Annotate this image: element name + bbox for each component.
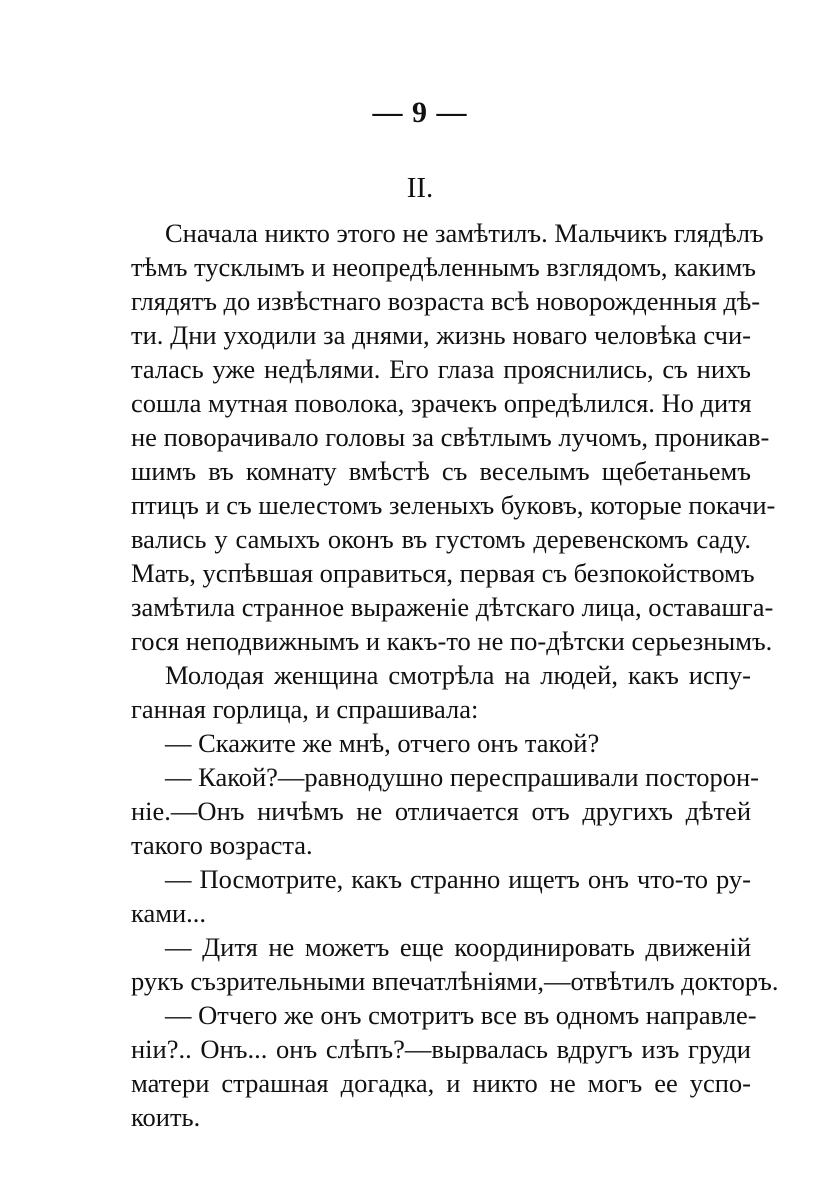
text-line: ніи?.. Онъ... онъ слѣпъ?—вырвалась вдругъ изъ груди [131,1034,751,1064]
text-line: рукъ съзрительными впечатлѣніями,—отвѣтилъ докторъ. [131,966,779,996]
text-line: Мать, успѣвшая оправиться, первая съ безпокойствомъ [131,558,755,588]
text-line: сошла мутная поволока, зрачекъ опредѣлился. Но дитя [131,388,752,418]
text-line: вались у самыхъ оконъ въ густомъ деревенскомъ саду. [131,524,751,554]
page-number: — 9 — [372,96,468,129]
text-line: не поворачивало головы за свѣтлымъ лучомъ, проникав- [131,422,770,452]
text-line: коить. [131,1102,201,1132]
text-line: — Дитя не можетъ еще координировать движеній [165,932,751,962]
text-line: птицъ и съ шелестомъ зеленыхъ буковъ, которые покачи- [131,490,776,520]
text-line: — Отчего же онъ смотритъ все въ одномъ направле- [165,1000,757,1030]
text-line: замѣтила странное выраженіе дѣтскаго лица, оставашга- [131,592,774,622]
text-line: ганная горлица, и спрашивала: [131,694,479,724]
text-line: ніе.—Онъ ничѣмъ не отличается отъ другихъ дѣтей [131,796,751,826]
text-line: — Какой?—равнодушно переспрашивали посторон- [165,762,760,792]
text-line: — Посмотрите, какъ странно ищетъ онъ что-то ру- [165,864,751,894]
text-line: талась уже недѣлями. Его глаза прояснились, съ нихъ [131,354,751,384]
text-line: Молодая женщина смотрѣла на людей, какъ испу- [165,660,751,690]
text-line: такого возраста. [131,830,313,860]
text-line: ти. Дни уходили за днями, жизнь новаго человѣка счи- [131,320,751,350]
text-line: Сначала никто этого не замѣтилъ. Мальчикъ глядѣлъ [165,218,764,248]
text-line: глядятъ до извѣстнаго возраста всѣ новорожденныя дѣ- [131,286,761,316]
body-text [131,216,779,1134]
chapter-heading: II. [406,172,434,204]
text-line: — Скажите же мнѣ, отчего онъ такой? [165,728,600,758]
text-line: шимъ въ комнату вмѣстѣ съ веселымъ щебетаньемъ [131,456,751,486]
text-line: ками... [131,898,207,928]
text-line: гося неподвижнымъ и какъ-то не по-дѣтски серьезнымъ. [131,626,773,656]
text-line: тѣмъ тусклымъ и неопредѣленнымъ взглядомъ, какимъ [131,252,756,282]
text-line: матери страшная догадка, и никто не могъ ее успо- [131,1068,751,1098]
